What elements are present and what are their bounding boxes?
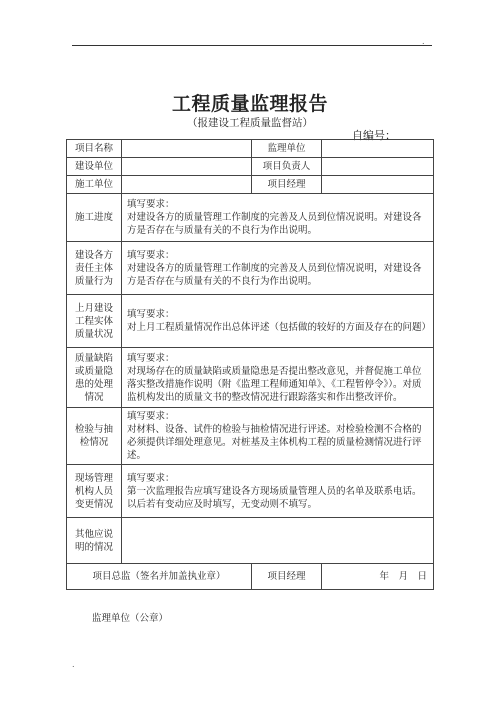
section-row-entity-quality [67,295,434,348]
sign-date[interactable]: 年 月 日 [322,564,434,590]
project-lead-label: 项目负责人 [252,158,322,176]
section-content[interactable] [122,518,434,564]
row-contractor [67,176,434,194]
section-row-defects [67,348,434,408]
section-label: 检验与抽检情况 [67,408,122,465]
contractor-field[interactable] [122,176,252,194]
section-content[interactable] [122,465,434,518]
section-content[interactable] [122,242,434,295]
section-row-progress [67,194,434,242]
row-construction-owner [67,158,434,176]
section-requirement-text: 对材料、设备、试件的检验与抽检情况进行评述。对检验检测不合格的必须提供详细处理意见。对桩基及主体机构工程的质量检测情况进行评述。 [127,424,422,461]
section-row-other [67,518,434,564]
report-subtitle: （报建设工程质量监督站） [187,117,313,129]
section-requirement-text: 对现场存在的质量缺陷或质量隐患是否提出整改意见，并督促施工单位落实整改措施作说明（附《监理工程师通知单》、《工程暂停令》）。对质监机构发出的质量文书的整改情况进行跟踪落实和作出整改评价。 [127,365,422,403]
section-label: 上月建设工程实体质量状况 [67,295,122,348]
chief-signature-label: 项目总监（签名并加盖执业章） [67,564,252,590]
section-label: 建设各方责任主体质量行为 [67,242,122,295]
manager-signature-label: 项目经理 [252,564,322,590]
section-requirement-text: 对上月工程质量情况作出总体评述（包括做的较好的方面及存在的问题） [127,322,432,333]
section-row-personnel-change [67,465,434,518]
section-row-parties-behavior [67,242,434,295]
section-label: 质量缺陷或质量隐患的处理情况 [67,348,122,408]
report-table [66,139,434,590]
contractor-label: 施工单位 [67,176,122,194]
supervision-seal-label: 监理单位（公章） [92,613,169,624]
supervision-unit-field[interactable] [322,140,434,158]
section-content[interactable] [122,348,434,408]
sign-row [67,564,434,590]
header-rule [72,45,432,46]
supervision-unit-label: 监理单位 [252,140,322,158]
project-lead-field[interactable] [322,158,434,176]
section-requirement-title: 填写要求： [127,199,175,210]
section-requirement-title: 填写要求： [127,352,175,364]
section-label: 施工进度 [67,194,122,242]
project-name-label: 项目名称 [67,140,122,158]
section-content[interactable] [122,194,434,242]
construction-owner-label: 建设单位 [67,158,122,176]
serial-number-label: 自编号： [352,129,396,142]
section-requirement-title: 填写要求： [127,411,175,422]
project-manager-field[interactable] [322,176,434,194]
section-label: 现场管理机构人员变更情况 [67,465,122,518]
section-content[interactable] [122,295,434,348]
construction-owner-field[interactable] [122,158,252,176]
section-requirement-text: 第一次监理报告应填写建设各方现场质量管理人员的名单及联系电话。以后若有变动应及时填写，无变动则不填写。 [127,485,422,510]
section-content[interactable] [122,408,434,465]
section-requirement-text: 对建设各方的质量管理工作制度的完善及人员到位情况说明。对建设各方是否存在与质量有关的不良行为作出说明。 [127,212,422,236]
report-title: 工程质量监理报告 [171,93,328,115]
row-project-name [67,140,434,158]
section-requirement-title: 填写要求： [127,249,175,261]
section-requirement-title: 填写要求： [127,472,175,484]
section-requirement-title: 填写要求： [127,309,175,320]
header-dot: . [422,37,425,46]
project-name-field[interactable] [122,140,252,158]
footer-dot: . [72,660,75,669]
section-row-inspection [67,408,434,465]
section-requirement-text: 对建设各方的质量管理工作制度的完善及人员到位情况说明，对建设各方是否存在与质量有关的不良行为作出说明。 [127,262,422,287]
section-label: 其他应说明的情况 [67,518,122,564]
project-manager-label: 项目经理 [252,176,322,194]
